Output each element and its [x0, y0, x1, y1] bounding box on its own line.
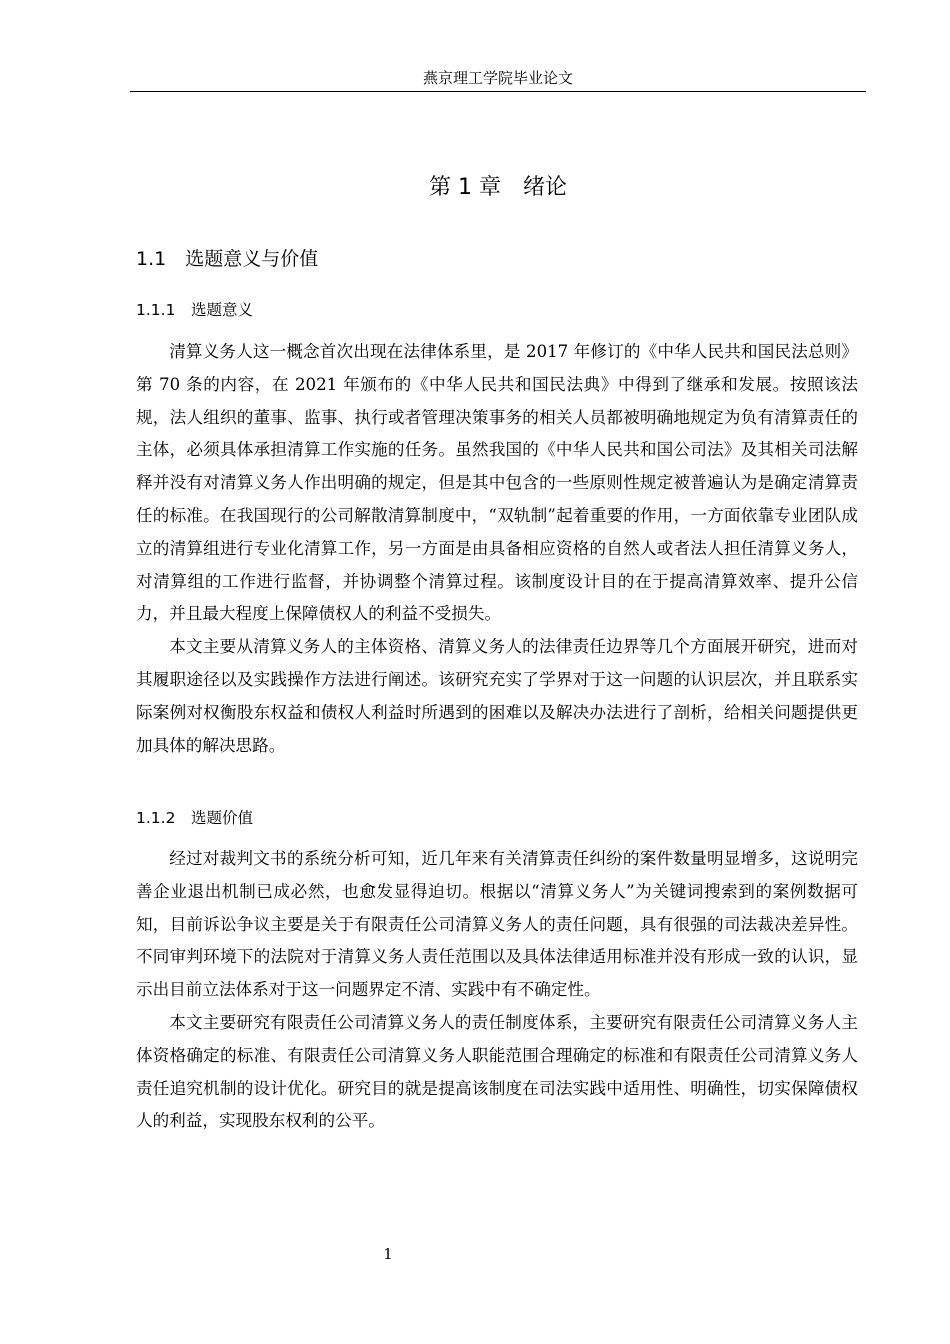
chapter-title: 第 1 章 绪论 [429, 175, 567, 200]
paragraph: 清算义务人这一概念首次出现在法律体系里，是 2017 年修订的《中华人民共和国民法总则》第 70 条的内容，在 2021 年颁布的《中华人民共和国民法典》中得到了继承和发展。按照该法规，法人组织的董事、监事、执行或者管理决策事务的相关人员都被明确地规定为负有清算责任的主体，必须具体承担清算工作实施的任务。虽然我国的《中华人民共和国公司法》及其相关司法解释并没有对清算义务人作出明确的规定，但是其中包含的一些原则性规定被普遍认为是确定清算责任的标准。在我国现行的公司解散清算制度中，“双轨制”起着重要的作用，一方面依靠专业团队成立的清算组进行专业化清算工作，另一方面是由具备相应资格的自然人或者法人担任清算义务人，对清算组的工作进行监督，并协调整个清算过程。该制度设计目的在于提高清算效率、提升公信力，并且最大程度上保障债权人的利益不受损失。 [136, 342, 858, 624]
page-header: 燕京理工学院毕业论文 [422, 69, 573, 87]
header-divider [130, 91, 866, 92]
paragraph: 本文主要研究有限责任公司清算义务人的责任制度体系，主要研究有限责任公司清算义务人主体资格确定的标准、有限责任公司清算义务人职能范围合理确定的标准和有限责任公司清算义务人责任追究机制的设计优化。研究目的就是提高该制度在司法实践中适用性、明确性，切实保障债权人的利益，实现股东权利的公平。 [136, 1012, 858, 1131]
body-text-1-1-1 [136, 336, 858, 762]
paragraph: 经过对裁判文书的系统分析可知，近几年来有关清算责任纠纷的案件数量明显增多，这说明完善企业退出机制已成必然，也愈发显得迫切。根据以“清算义务人”为关键词搜索到的案例数据可知，目前诉讼争议主要是关于有限责任公司清算义务人的责任问题，具有很强的司法裁决差异性。不同审判环境下的法院对于清算义务人责任范围以及具体法律适用标准并没有形成一致的认识，显示出目前立法体系对于这一问题界定不清、实践中有不确定性。 [136, 849, 858, 1000]
page-number: 1 [383, 1245, 393, 1263]
body-text-1-1-2 [136, 843, 858, 1138]
paragraph: 本文主要从清算义务人的主体资格、清算义务人的法律责任边界等几个方面展开研究，进而对其履职途径以及实践操作方法进行阐述。该研究充实了学界对于这一问题的认识层次，并且联系实际案例对权衡股东权益和债权人利益时所遇到的困难以及解决办法进行了剖析，给相关问题提供更加具体的解决思路。 [136, 637, 858, 755]
section-title: 1.1 选题意义与价值 [136, 248, 319, 270]
subsection-title-1-1-2: 1.1.2 选题价值 [136, 809, 253, 827]
subsection-title-1-1-1: 1.1.1 选题意义 [136, 301, 253, 319]
